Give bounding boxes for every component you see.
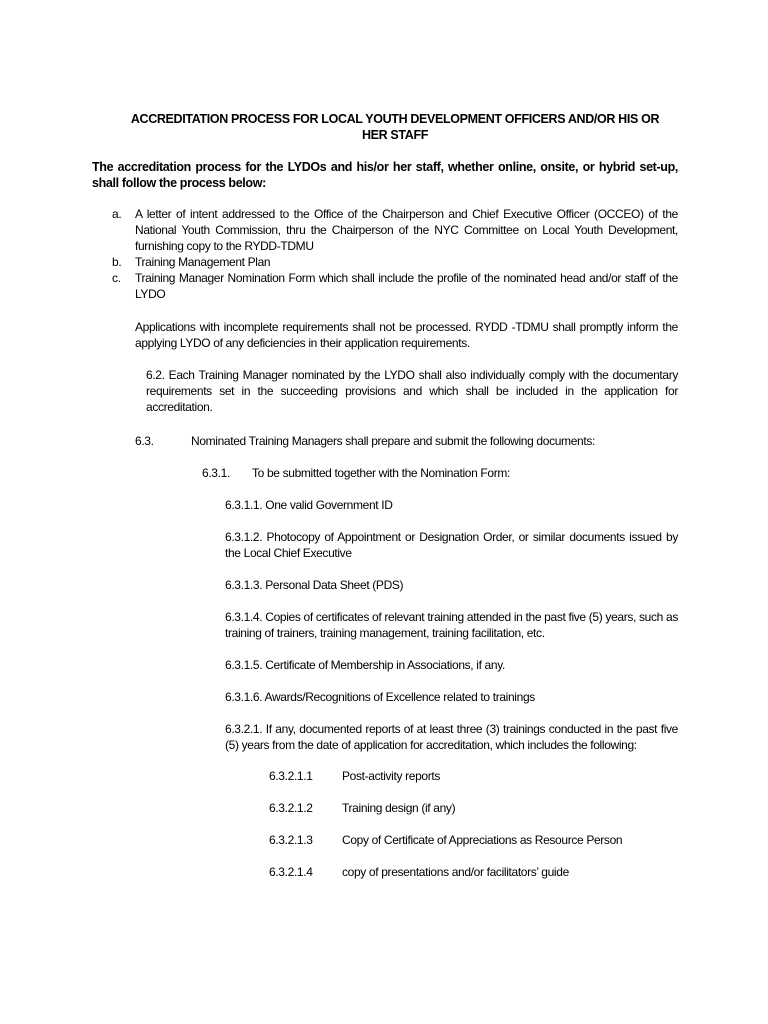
document-item: 6.3.1.2. Photocopy of Appointment or Designation Order, or similar documents issued by the Local Chief Executive [225,530,678,560]
report-item-number: 6.3.2.1.4 [269,865,313,879]
report-item [269,864,569,880]
report-item-number: 6.3.2.1.1 [269,769,313,783]
report-item-text: Copy of Certificate of Appreciations as Resource Person [342,833,623,847]
requirements-list [112,206,678,302]
document-item: 6.3.1.5. Certificate of Membership in Associations, if any. [225,658,505,672]
document-item: 6.3.1.4. Copies of certificates of relevant training attended in the past five (5) years, such as training of trainers, training management, training facilitation, etc. [225,610,678,640]
document-item: 6.3.2.1. If any, documented reports of at least three (3) trainings conducted in the past five (5) years from the date of application for accreditation, which includes the following: [225,722,678,752]
report-item-text: copy of presentations and/or facilitators’ guide [342,865,569,879]
list-item [112,254,678,270]
section-text: To be submitted together with the Nomination Form: [252,466,510,480]
report-item [269,768,440,784]
list-item-text: Training Manager Nomination Form which shall include the profile of the nominated head and/or staff of the LYDO [135,271,678,301]
document-item: 6.3.1.3. Personal Data Sheet (PDS) [225,578,404,592]
report-item-number: 6.3.2.1.2 [269,801,313,815]
section-6-3-heading [135,433,595,449]
report-item [269,832,622,848]
report-item-text: Training design (if any) [342,801,456,815]
section-number: 6.3. [135,434,154,448]
report-item-number: 6.3.2.1.3 [269,833,313,847]
list-marker: a. [112,207,122,221]
section-6-3-1-heading [202,465,510,481]
section-number: 6.3.1. [202,466,230,480]
section-6-2-paragraph: 6.2. Each Training Manager nominated by the LYDO shall also individually comply with the documentary requirements set in the succeeding provisions and which shall be included in the application for accreditation. [146,368,678,414]
report-item [269,800,455,816]
list-item-text: A letter of intent addressed to the Office of the Chairperson and Chief Executive Officer (OCCEO) of the National Youth Commission, thru the Chairperson of the NYC Committee on Local Youth Development, furnishing copy to the RYDD-TDMU [135,207,678,253]
document-title: ACCREDITATION PROCESS FOR LOCAL YOUTH DEVELOPMENT OFFICERS AND/OR HIS OR HER STAFF [130,112,660,142]
list-marker: b. [112,255,122,269]
incomplete-requirements-note: Applications with incomplete requirements shall not be processed. RYDD -TDMU shall promptly inform the applying LYDO of any deficiencies in their application requirements. [135,320,678,350]
document-item: 6.3.1.6. Awards/Recognitions of Excellence related to trainings [225,690,535,704]
intro-paragraph: The accreditation process for the LYDOs and his/or her staff, whether online, onsite, or hybrid set-up, shall follow the process below: [92,160,678,190]
report-item-text: Post-activity reports [342,769,441,783]
list-item [112,206,678,254]
section-text: Nominated Training Managers shall prepare and submit the following documents: [191,434,595,448]
document-item: 6.3.1.1. One valid Government ID [225,498,393,512]
list-item [112,270,678,302]
list-item-text: Training Management Plan [135,255,271,269]
list-marker: c. [112,271,121,285]
